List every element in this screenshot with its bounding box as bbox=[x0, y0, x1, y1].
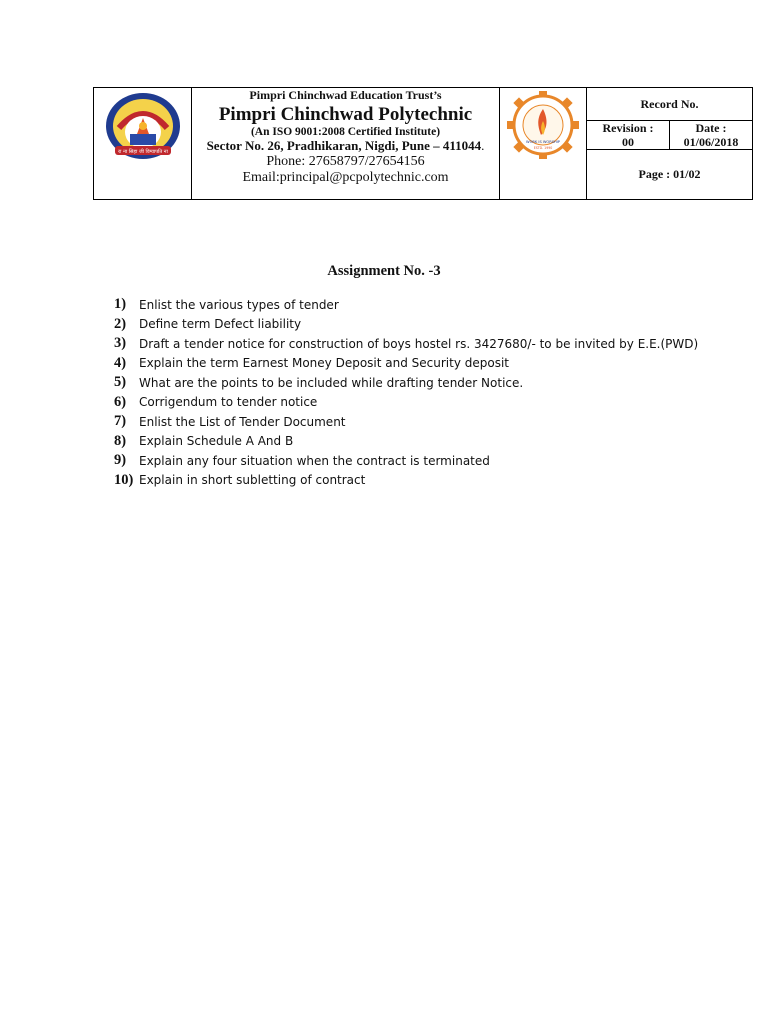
question-item bbox=[114, 373, 698, 393]
question-text: Define term Defect liability bbox=[139, 317, 302, 332]
date-block bbox=[670, 121, 752, 149]
question-text: Corrigendum to tender notice bbox=[139, 395, 318, 410]
trust-logo-motto: रा ना सिहा जी विग्यापति ना bbox=[117, 149, 168, 155]
question-number: 10) bbox=[114, 471, 134, 488]
question-item bbox=[114, 295, 698, 315]
letterhead-table bbox=[93, 87, 753, 200]
question-text: Explain Schedule A And B bbox=[139, 434, 294, 449]
institute-info-cell bbox=[192, 88, 500, 200]
date-label: Date : bbox=[695, 121, 727, 135]
question-item bbox=[114, 315, 698, 335]
question-number: 7) bbox=[114, 413, 127, 430]
revision-block bbox=[587, 121, 670, 149]
question-list bbox=[114, 295, 698, 490]
question-number: 5) bbox=[114, 374, 127, 391]
question-text: Explain any four situation when the contract is terminated bbox=[139, 453, 490, 468]
revision-value: 00 bbox=[622, 134, 634, 149]
question-item bbox=[114, 334, 698, 354]
question-item bbox=[114, 354, 698, 374]
question-text: Draft a tender notice for construction of boys hostel rs. 3427680/- to be invited by E.E.(PWD) bbox=[139, 336, 699, 351]
question-text: Enlist the various types of tender bbox=[139, 297, 339, 312]
question-text: Enlist the List of Tender Document bbox=[139, 414, 346, 429]
address bbox=[192, 139, 499, 154]
question-number: 9) bbox=[114, 452, 127, 469]
question-item bbox=[114, 432, 698, 452]
email: Email:principal@pcpolytechnic.com bbox=[242, 169, 449, 185]
question-item bbox=[114, 412, 698, 432]
question-item bbox=[114, 393, 698, 413]
polytechnic-logo-estd: ESTD. 1990 bbox=[533, 146, 553, 150]
question-text: What are the points to be included while drafting tender Notice. bbox=[139, 375, 524, 390]
page-number: Page : 01/02 bbox=[638, 167, 701, 181]
institute-name: Pimpri Chinchwad Polytechnic bbox=[218, 103, 473, 125]
polytechnic-gear-flame-icon bbox=[505, 91, 581, 161]
address-period: . bbox=[481, 137, 485, 153]
question-number: 2) bbox=[114, 315, 127, 332]
address-text: Sector No. 26, Pradhikaran, Nigdi, Pune – 411044 bbox=[206, 137, 482, 153]
polytechnic-logo-motto: WORK IS WORSHIP bbox=[526, 140, 560, 144]
question-item bbox=[114, 451, 698, 471]
revision-date-row bbox=[587, 121, 752, 150]
question-text: Explain the term Earnest Money Deposit and Security deposit bbox=[139, 356, 510, 371]
question-item bbox=[114, 471, 698, 491]
assignment-title: Assignment No. -3 bbox=[327, 263, 441, 279]
polytechnic-logo-cell bbox=[500, 88, 587, 200]
iso-certification: (An ISO 9001:2008 Certified Institute) bbox=[250, 125, 441, 138]
question-number: 4) bbox=[114, 354, 127, 371]
question-number: 6) bbox=[114, 393, 127, 410]
revision-label: Revision : bbox=[602, 121, 654, 135]
trust-name: Pimpri Chinchwad Education Trust’s bbox=[249, 88, 442, 102]
question-number: 8) bbox=[114, 432, 127, 449]
trust-logo-cell bbox=[94, 88, 192, 200]
question-number: 1) bbox=[114, 296, 127, 313]
record-info-cell bbox=[587, 88, 753, 200]
question-text: Explain in short subletting of contract bbox=[139, 473, 366, 488]
phone: Phone: 27658797/27654156 bbox=[266, 153, 425, 169]
record-number-label: Record No. bbox=[587, 88, 752, 121]
question-number: 3) bbox=[114, 335, 127, 352]
trust-emblem-icon bbox=[104, 92, 182, 164]
date-value: 01/06/2018 bbox=[683, 134, 739, 149]
